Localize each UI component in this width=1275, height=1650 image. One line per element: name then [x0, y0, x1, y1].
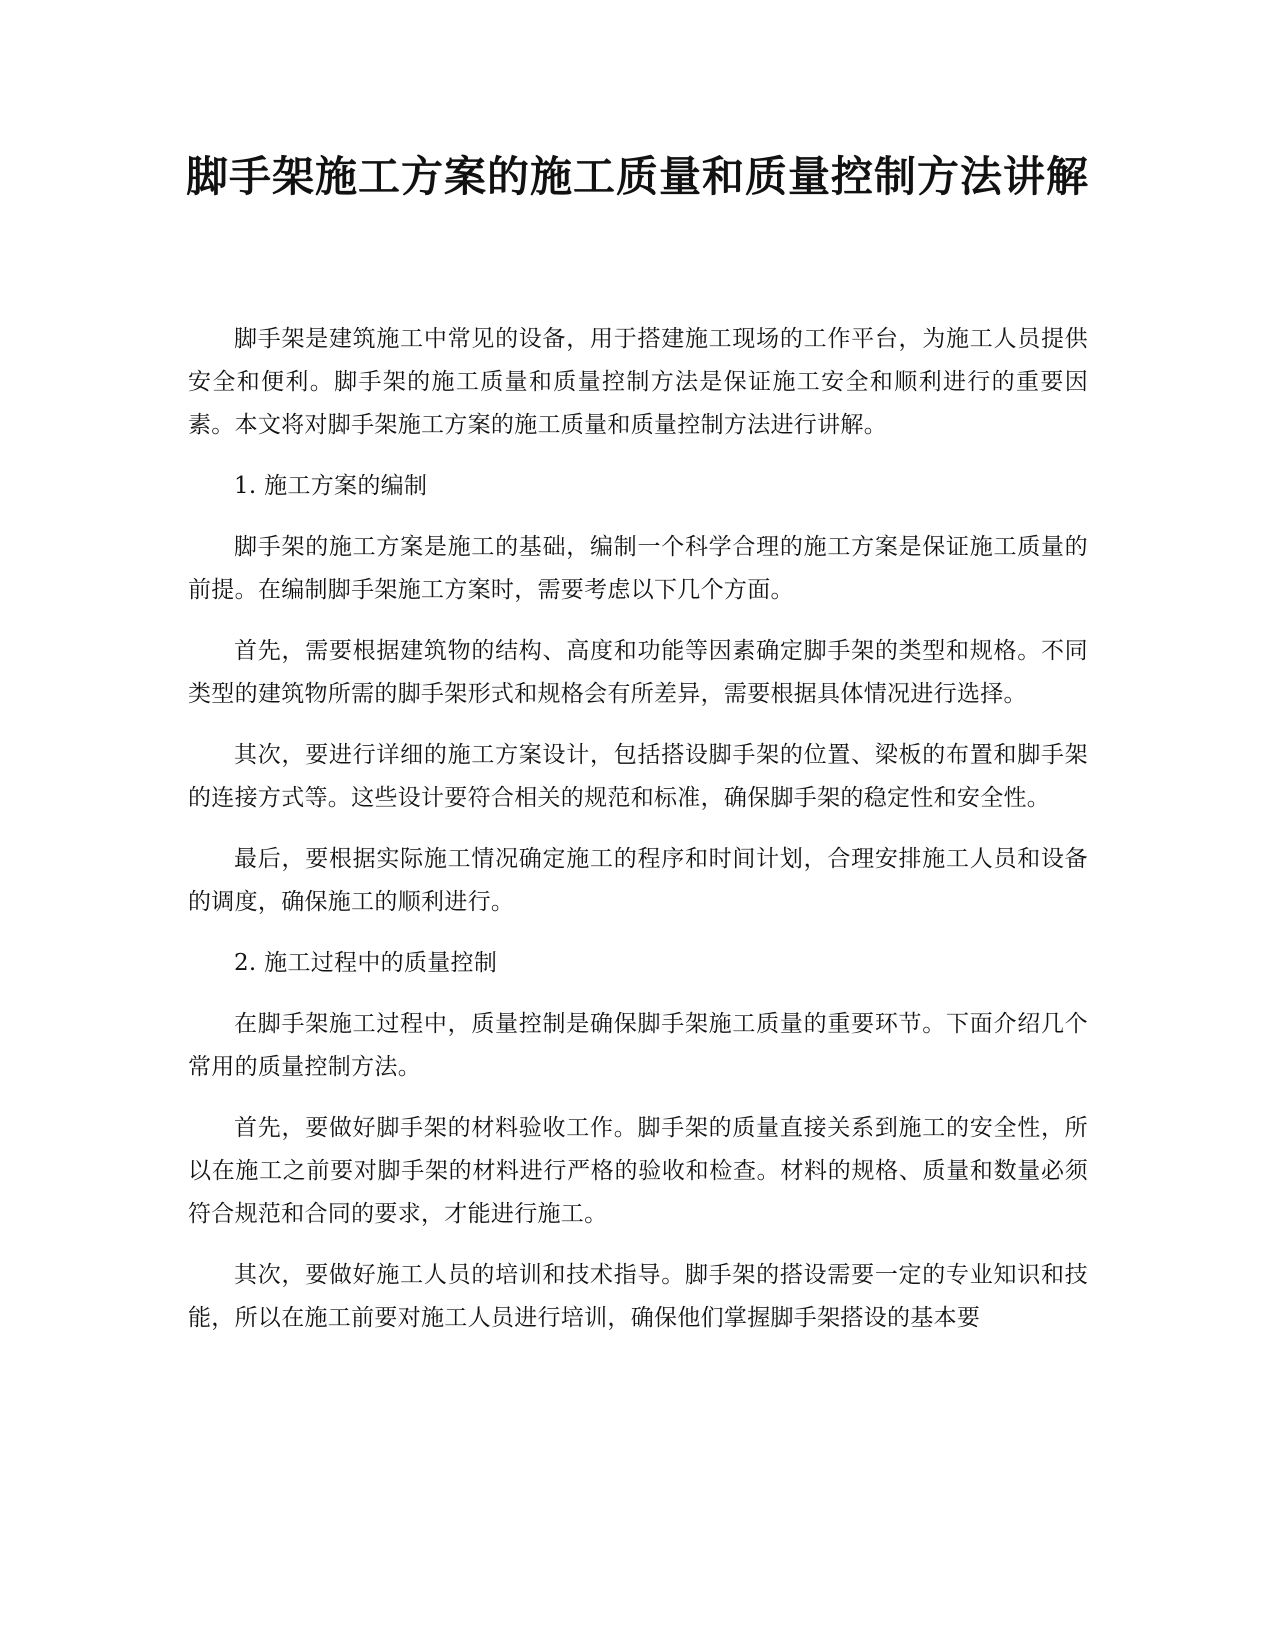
paragraph: 首先，需要根据建筑物的结构、高度和功能等因素确定脚手架的类型和规格。不同类型的建筑物所需的脚手架形式和规格会有所差异，需要根据具体情况进行选择。: [188, 638, 1088, 707]
paragraph: 最后，要根据实际施工情况确定施工的程序和时间计划，合理安排施工人员和设备的调度，确保施工的顺利进行。: [188, 846, 1088, 915]
section-heading-1: 1. 施工方案的编制: [234, 473, 428, 499]
paragraph-intro: 脚手架是建筑施工中常见的设备，用于搭建施工现场的工作平台，为施工人员提供安全和便利。脚手架的施工质量和质量控制方法是保证施工安全和顺利进行的重要因素。本文将对脚手架施工方案的施工质量和质量控制方法进行讲解。: [188, 326, 1088, 438]
document-body: [188, 318, 1088, 1358]
paragraph: 首先，要做好脚手架的材料验收工作。脚手架的质量直接关系到施工的安全性，所以在施工之前要对脚手架的材料进行严格的验收和检查。材料的规格、质量和数量必须符合规范和合同的要求，才能进行施工。: [188, 1115, 1088, 1227]
paragraph: 其次，要做好施工人员的培训和技术指导。脚手架的搭设需要一定的专业知识和技能，所以在施工前要对施工人员进行培训，确保他们掌握脚手架搭设的基本要: [188, 1262, 1088, 1331]
section-heading-2: 2. 施工过程中的质量控制: [234, 950, 498, 976]
document-title: 脚手架施工方案的施工质量和质量控制方法讲解: [185, 152, 1089, 201]
paragraph: 在脚手架施工过程中，质量控制是确保脚手架施工质量的重要环节。下面介绍几个常用的质量控制方法。: [188, 1011, 1088, 1080]
paragraph: 脚手架的施工方案是施工的基础，编制一个科学合理的施工方案是保证施工质量的前提。在编制脚手架施工方案时，需要考虑以下几个方面。: [188, 534, 1088, 603]
paragraph: 其次，要进行详细的施工方案设计，包括搭设脚手架的位置、梁板的布置和脚手架的连接方式等。这些设计要符合相关的规范和标准，确保脚手架的稳定性和安全性。: [188, 742, 1088, 811]
